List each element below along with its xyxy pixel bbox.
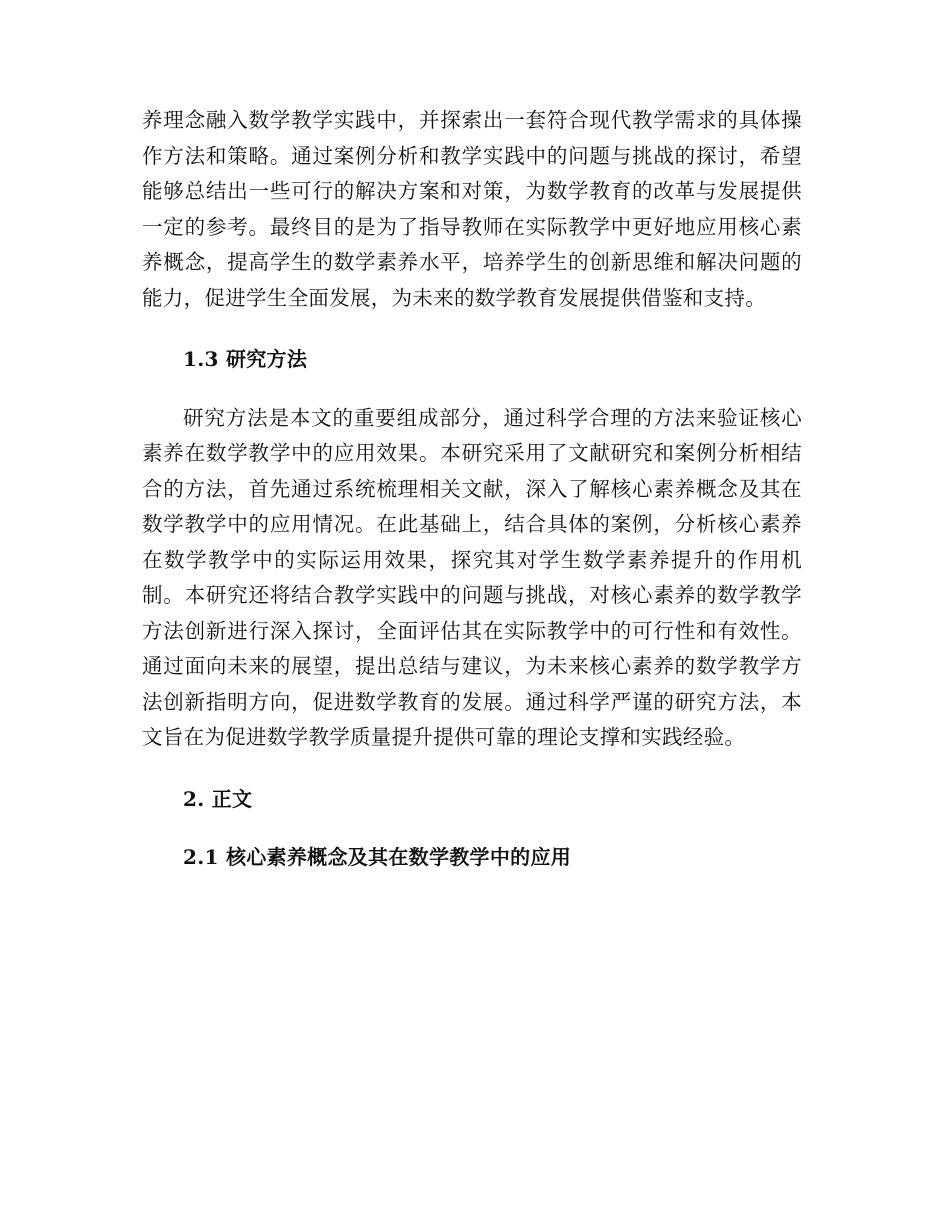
section-heading-2: 2. 正文: [183, 786, 253, 811]
section-heading-2-1: 2.1 核心素养概念及其在数学教学中的应用: [183, 845, 572, 869]
paragraph-research-purpose-continued: 养理念融入数学教学实践中，并探索出一套符合现代教学需求的具体操作方法和策略。通过案例分析和教学实践中的问题与挑战的探讨，希望能够总结出一些可行的解决方案和对策，为数学教育的改革与发展提供一定的参考。最终目的是为了指导教师在实际教学中更好地应用核心素养概念，提高学生的数学素养水平，培养学生的创新思维和解决问题的能力，促进学生全面发展，为未来的数学教育发展提供借鉴和支持。: [142, 108, 802, 310]
paragraph-research-methods: 研究方法是本文的重要组成部分，通过科学合理的方法来验证核心素养在数学教学中的应用效果。本研究采用了文献研究和案例分析相结合的方法，首先通过系统梳理相关文献，深入了解核心素养概念及其在数学教学中的应用情况。在此基础上，结合具体的案例，分析核心素养在数学教学中的实际运用效果，探究其对学生数学素养提升的作用机制。本研究还将结合教学实践中的问题与挑战，对核心素养的数学教学方法创新进行深入探讨，全面评估其在实际教学中的可行性和有效性。通过面向未来的展望，提出总结与建议，为未来核心素养的数学教学方法创新指明方向，促进数学教育的发展。通过科学严谨的研究方法，本文旨在为促进数学教学质量提升提供可靠的理论支撑和实践经验。: [142, 405, 802, 749]
document-body: [142, 103, 802, 876]
section-heading-1-3: 1.3 研究方法: [183, 347, 308, 371]
